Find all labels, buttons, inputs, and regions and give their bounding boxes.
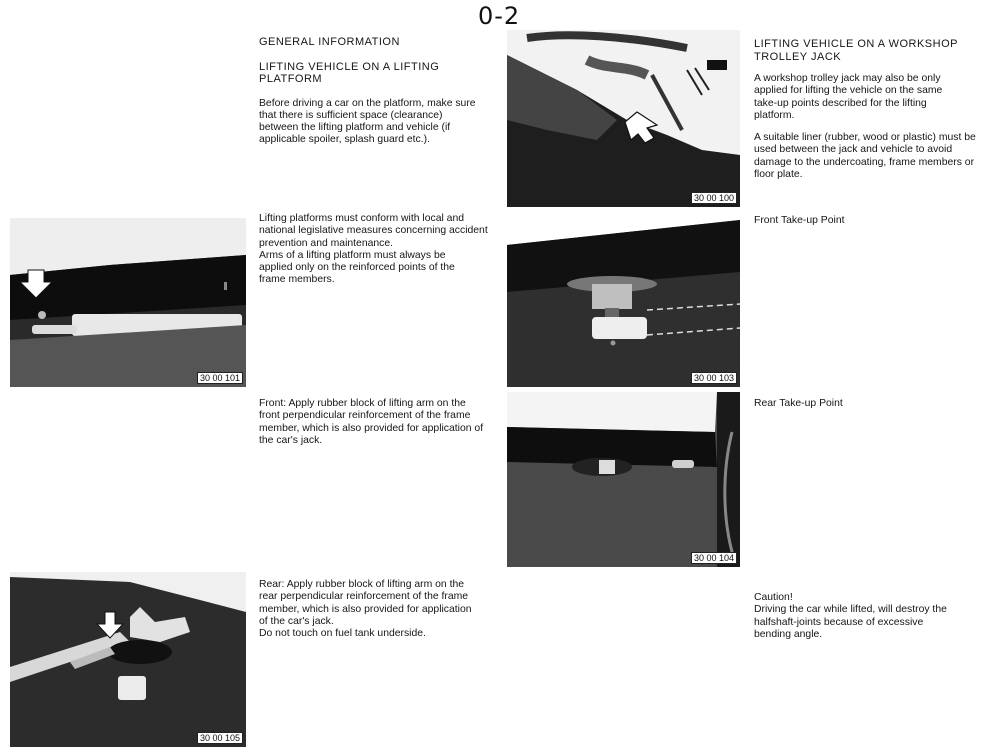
figure-label: 30 00 101	[197, 372, 243, 384]
rear-paragraph-2: Do not touch on fuel tank underside.	[259, 628, 426, 640]
front-lifting-block	[259, 398, 484, 447]
left-text-top	[259, 36, 499, 157]
regulations-paragraph-1: Lifting platforms must conform with local and national legislative measures concerning accident prevention and maintenance.	[259, 213, 488, 249]
rear-frame-photo	[10, 572, 246, 747]
trolley-paragraph-1: A workshop trolley jack may also be only applied for lifting the vehicle on the same take-up points described for the lifting platform.	[754, 73, 943, 121]
figure-label: 30 00 103	[691, 372, 737, 384]
page-number: 0-2	[478, 2, 521, 30]
front-frame-photo	[10, 210, 246, 387]
figure-30-00-101	[10, 210, 246, 387]
regulations-paragraph-2: Arms of a lifting platform must always be applied only on the reinforced points of the frame members.	[259, 249, 455, 286]
figure-30-00-103	[507, 212, 740, 387]
figure-label: 30 00 105	[197, 732, 243, 744]
front-paragraph: Front: Apply rubber block of lifting arm on the front perpendicular reinforcement of the frame member, which is also provided for application of the car's jack.	[259, 398, 484, 446]
section-title: GENERAL INFORMATION	[259, 36, 400, 48]
subsection-title: LIFTING VEHICLE ON A LIFTING PLATFORM	[259, 60, 440, 85]
front-takeup-photo	[507, 212, 740, 387]
right-text-top	[754, 38, 984, 191]
figure-30-00-105	[10, 572, 246, 747]
figure-30-00-104	[507, 392, 740, 567]
rear-takeup-caption: Rear Take-up Point	[754, 398, 843, 409]
caution-title: Caution!	[754, 592, 793, 603]
trolley-paragraph-2: A suitable liner (rubber, wood or plastic) must be used between the jack and vehicle to avoid damage to the undercoating, frame members or floor plate.	[754, 132, 976, 181]
rear-takeup-photo	[507, 392, 740, 567]
regulations-block	[259, 213, 499, 287]
caution-block	[754, 592, 974, 641]
figure-label: 30 00 100	[691, 192, 737, 204]
figure-30-00-100	[507, 30, 740, 207]
figure-label: 30 00 104	[691, 552, 737, 564]
trolley-jack-title: LIFTING VEHICLE ON A WORKSHOP TROLLEY JACK	[754, 38, 958, 63]
trolley-jack-photo	[507, 30, 740, 207]
front-takeup-caption: Front Take-up Point	[754, 215, 845, 226]
caution-text: Driving the car while lifted, will destroy the halfshaft-joints because of excessive bending angle.	[754, 604, 947, 640]
rear-lifting-block	[259, 579, 479, 640]
rear-paragraph-1: Rear: Apply rubber block of lifting arm on the rear perpendicular reinforcement of the frame member, which is also provided for application of the car's jack.	[259, 579, 472, 627]
intro-paragraph: Before driving a car on the platform, make sure that there is sufficient space (clearance) between the lifting platform and vehicle (if applicable spoiler, splash guard etc.).	[259, 97, 476, 146]
